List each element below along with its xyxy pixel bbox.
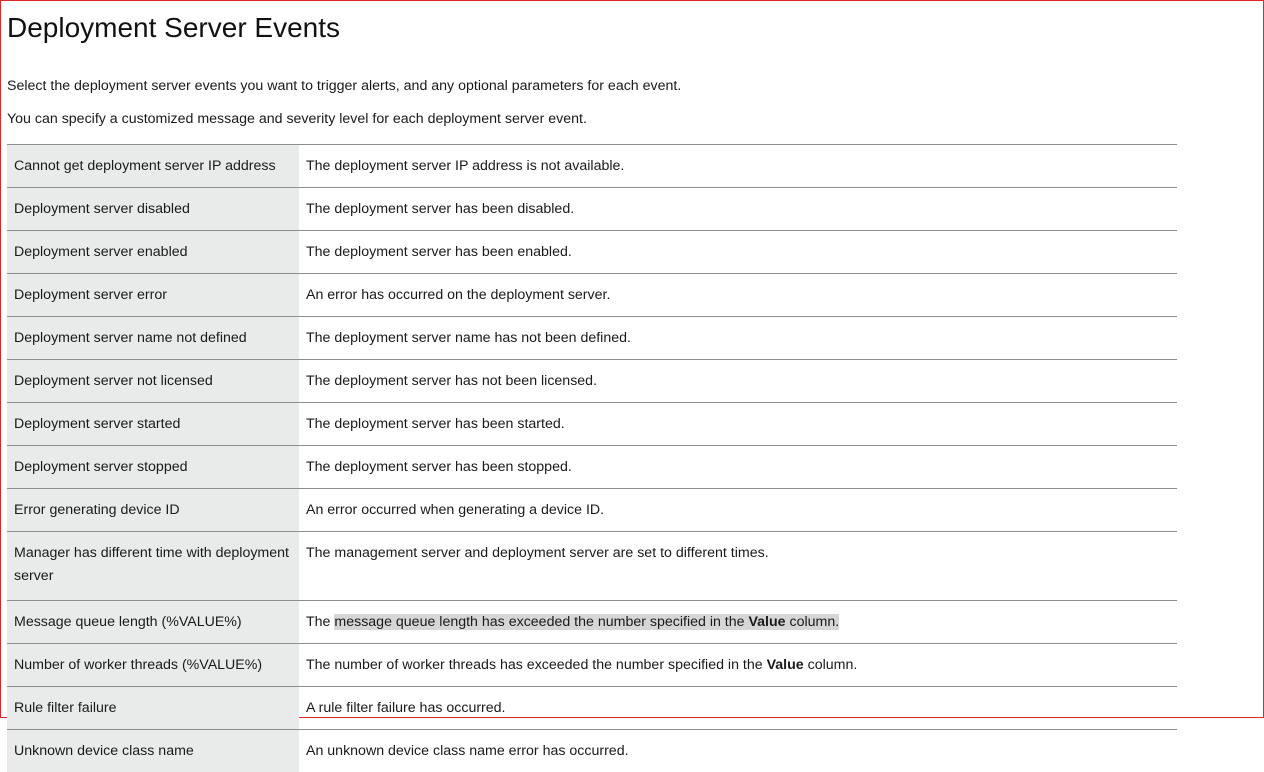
event-name-cell: Error generating device ID — [7, 489, 299, 532]
table-row — [7, 360, 1177, 403]
event-description-cell: The deployment server has not been licensed. — [299, 360, 1177, 403]
event-name-cell: Unknown device class name — [7, 730, 299, 772]
event-description-cell: The deployment server name has not been defined. — [299, 317, 1177, 360]
table-row — [7, 730, 1177, 772]
highlighted-text-selection — [334, 614, 839, 630]
event-description-cell: The deployment server has been enabled. — [299, 231, 1177, 274]
event-name-cell: Deployment server enabled — [7, 231, 299, 274]
event-name-cell: Rule filter failure — [7, 687, 299, 730]
value-column-reference: Value — [767, 657, 804, 673]
description-text: The — [306, 614, 334, 630]
table-row — [7, 231, 1177, 274]
intro-paragraph: Select the deployment server events you want to trigger alerts, and any optional parameters for each event. — [7, 77, 1263, 95]
table-row — [7, 145, 1177, 188]
description-text: message queue length has exceeded the number specified in the — [334, 614, 748, 630]
event-name-cell: Manager has different time with deployment server — [7, 532, 299, 601]
event-description-cell — [299, 644, 1177, 687]
event-description-cell: The deployment server has been stopped. — [299, 446, 1177, 489]
event-name-cell: Deployment server disabled — [7, 188, 299, 231]
event-description-cell: An error has occurred on the deployment server. — [299, 274, 1177, 317]
event-name-cell: Deployment server not licensed — [7, 360, 299, 403]
event-name-cell: Deployment server stopped — [7, 446, 299, 489]
description-text: column. — [804, 657, 858, 673]
event-name-cell: Deployment server started — [7, 403, 299, 446]
description-text: column. — [786, 614, 840, 630]
description-text: The number of worker threads has exceeded the number specified in the — [306, 657, 767, 673]
event-description-cell: The deployment server IP address is not available. — [299, 145, 1177, 188]
table-row — [7, 687, 1177, 730]
table-row — [7, 489, 1177, 532]
page-title: Deployment Server Events — [7, 1, 1263, 44]
event-description-cell: An unknown device class name error has occurred. — [299, 730, 1177, 772]
table-row — [7, 188, 1177, 231]
table-row — [7, 644, 1177, 687]
event-description-cell: An error occurred when generating a device ID. — [299, 489, 1177, 532]
event-name-cell: Number of worker threads (%VALUE%) — [7, 644, 299, 687]
event-description-cell: The deployment server has been started. — [299, 403, 1177, 446]
table-row — [7, 317, 1177, 360]
events-table — [7, 144, 1177, 772]
event-name-cell: Message queue length (%VALUE%) — [7, 601, 299, 644]
event-description-cell: The management server and deployment server are set to different times. — [299, 532, 1177, 601]
event-description-cell: The deployment server has been disabled. — [299, 188, 1177, 231]
table-row — [7, 446, 1177, 489]
event-name-cell: Deployment server error — [7, 274, 299, 317]
table-row — [7, 601, 1177, 644]
event-name-cell: Cannot get deployment server IP address — [7, 145, 299, 188]
event-name-cell: Deployment server name not defined — [7, 317, 299, 360]
document-page — [1, 1, 1263, 772]
table-row — [7, 532, 1177, 601]
event-description-cell: A rule filter failure has occurred. — [299, 687, 1177, 730]
value-column-reference: Value — [748, 614, 785, 630]
table-row — [7, 274, 1177, 317]
table-row — [7, 403, 1177, 446]
event-description-cell — [299, 601, 1177, 644]
intro-paragraph: You can specify a customized message and severity level for each deployment server event. — [7, 110, 1263, 128]
